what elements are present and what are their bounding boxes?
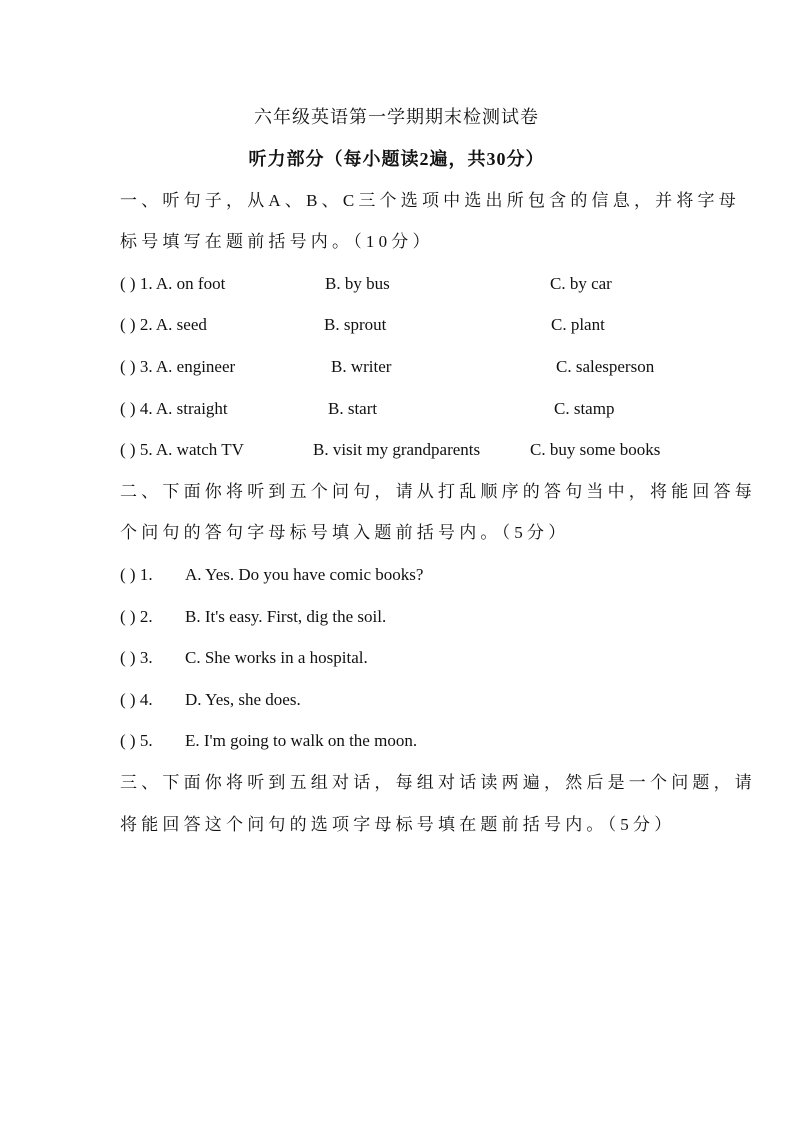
answer-item — [120, 729, 680, 753]
option-c: C. buy some books — [530, 440, 661, 459]
answer-number: ( ) 4. — [120, 690, 153, 709]
answer-item — [120, 605, 680, 629]
question-item — [120, 397, 680, 421]
section1-instruction-cont: 标号填写在题前括号内。（10分） — [120, 232, 434, 251]
answer-text: D. Yes, she does. — [185, 690, 301, 709]
question-item — [120, 313, 680, 337]
question-item — [120, 355, 680, 379]
option-a: ( ) 4. A. straight — [120, 399, 228, 418]
answer-text: B. It's easy. First, dig the soil. — [185, 607, 387, 626]
answer-text: C. She works in a hospital. — [185, 648, 368, 667]
option-b: B. by bus — [325, 274, 390, 293]
section1-instruction: 一、听句子，从A、B、C三个选项中选出所包含的信息，并将字母 — [120, 191, 740, 210]
option-b: B. sprout — [324, 315, 387, 334]
option-c: C. salesperson — [556, 357, 655, 376]
answer-number: ( ) 1. — [120, 565, 153, 584]
question-item — [120, 438, 680, 462]
section2-instruction-cont: 个问句的答句字母标号填入题前括号内。（5分） — [120, 523, 570, 542]
answer-item — [120, 688, 680, 712]
answer-text: A. Yes. Do you have comic books? — [185, 565, 424, 584]
section2-instruction: 二、下面你将听到五个问句，请从打乱顺序的答句当中，将能回答每 — [120, 482, 756, 501]
option-b: B. start — [328, 399, 378, 418]
option-b: B. writer — [331, 357, 392, 376]
answer-item — [120, 646, 680, 670]
option-b: B. visit my grandparents — [313, 440, 481, 459]
option-a: ( ) 5. A. watch TV — [120, 440, 244, 459]
answer-number: ( ) 3. — [120, 648, 153, 667]
section3-instruction-cont: 将能回答这个问句的选项字母标号填在题前括号内。（5分） — [120, 815, 676, 834]
option-a: ( ) 2. A. seed — [120, 315, 207, 334]
answer-number: ( ) 2. — [120, 607, 153, 626]
option-a: ( ) 1. A. on foot — [120, 274, 226, 293]
listening-subtitle: 听力部分（每小题读2遍，共30分） — [248, 149, 545, 169]
option-c: C. stamp — [554, 399, 615, 418]
question-item — [120, 272, 680, 296]
answer-number: ( ) 5. — [120, 731, 153, 750]
section3-instruction: 三、下面你将听到五组对话，每组对话读两遍，然后是一个问题，请 — [120, 773, 756, 792]
option-c: C. plant — [551, 315, 605, 334]
option-c: C. by car — [550, 274, 612, 293]
page-title: 六年级英语第一学期期末检测试卷 — [254, 107, 539, 127]
answer-text: E. I'm going to walk on the moon. — [185, 731, 418, 750]
option-a: ( ) 3. A. engineer — [120, 357, 236, 376]
answer-item — [120, 563, 680, 587]
